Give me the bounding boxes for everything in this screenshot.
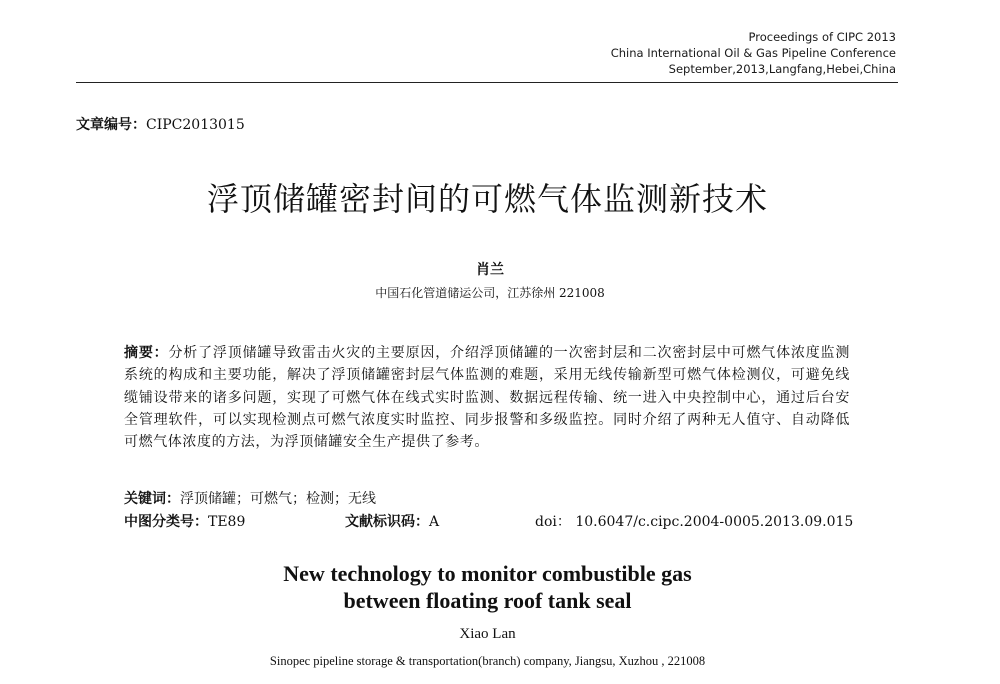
english-title-line-2: between floating roof tank seal <box>343 588 632 613</box>
english-title <box>0 560 975 614</box>
clc-value: TE89 <box>208 514 246 530</box>
article-number <box>76 114 245 134</box>
chinese-abstract <box>124 342 850 453</box>
article-number-label: 文章编号： <box>76 117 146 133</box>
clc-label: 中图分类号： <box>124 514 208 530</box>
document-code-value: A <box>429 514 440 530</box>
conference-header <box>611 29 896 77</box>
conference-date-location: September,2013,Langfang,Hebei,China <box>668 62 896 76</box>
doi-value: 10.6047/c.cipc.2004-0005.2013.09.015 <box>575 514 854 530</box>
english-author: Xiao Lan <box>459 626 516 642</box>
english-title-line-1: New technology to monitor combustible gas <box>283 561 692 586</box>
header-divider <box>76 82 898 83</box>
conference-name: China International Oil & Gas Pipeline Conference <box>610 46 896 60</box>
conference-proceedings: Proceedings of CIPC 2013 <box>748 30 896 44</box>
article-number-value: CIPC2013015 <box>146 117 245 133</box>
abstract-text: 分析了浮顶储罐导致雷击火灾的主要原因，介绍浮顶储罐的一次密封层和二次密封层中可燃气体浓度监测系统的构成和主要功能，解决了浮顶储罐密封层气体监测的难题，采用无线传输新型可燃气体检测仪，可避免线缆铺设带来的诸多问题，实现了可燃气体在线式实时监测、数据远程传输、统一进入中央控制中心，通过后台安全管理软件，可以实现检测点可燃气浓度实时监控、同步报警和多级监控。同时介绍了两种无人值守、自动降低可燃气体浓度的方法，为浮顶储罐安全生产提供了参考。 <box>124 345 850 451</box>
keywords-text: 浮顶储罐；可燃气；检测；无线 <box>180 491 376 507</box>
document-code-label: 文献标识码： <box>345 514 429 530</box>
chinese-title: 浮顶储罐密封间的可燃气体监测新技术 <box>206 180 768 218</box>
document-code <box>345 511 439 531</box>
keywords-label: 关键词： <box>124 491 180 507</box>
clc-number <box>124 511 245 531</box>
doi-label: doi： <box>535 514 571 530</box>
english-affiliation: Sinopec pipeline storage & transportation(branch) company, Jiangsu, Xuzhou , 221008 <box>269 654 706 668</box>
abstract-label: 摘要： <box>124 345 169 361</box>
doi <box>535 511 853 531</box>
chinese-keywords <box>124 488 376 508</box>
chinese-affiliation: 中国石化管道储运公司，江苏徐州 221008 <box>375 286 605 300</box>
chinese-author: 肖兰 <box>476 262 504 278</box>
